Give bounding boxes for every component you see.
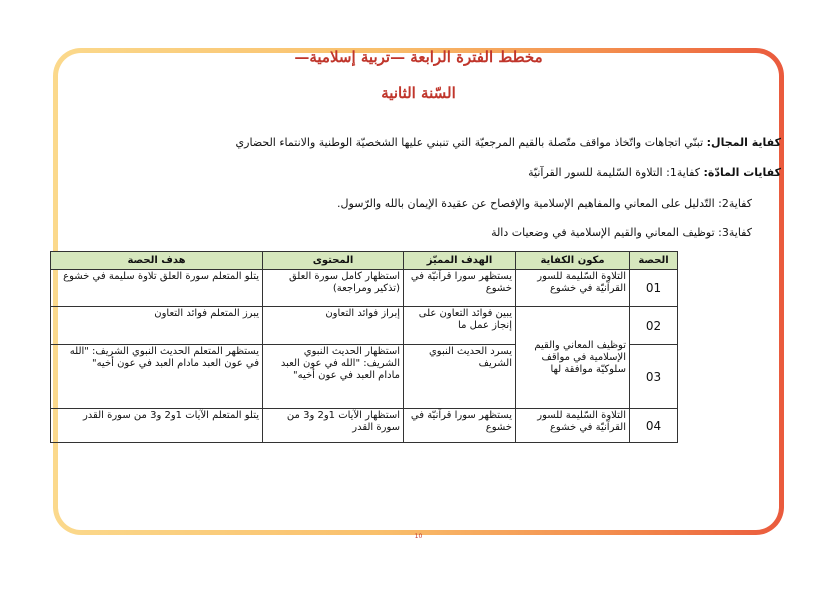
- domain-competency-label: كفاية المجال:: [706, 136, 781, 149]
- cell-session: 03: [630, 345, 678, 409]
- competency-1: كفاية1: التلاوة السّليمة للسور القرآنيّة: [528, 166, 700, 179]
- cell-objective: يستظهر سورا قرآنيّة في خشوع: [404, 270, 516, 307]
- table-row: [51, 409, 678, 443]
- cell-content: استظهار الحديث النبوي الشريف: "الله في عون العبد مادام العبد في عون أخيه": [263, 345, 404, 409]
- competency-2: كفاية2: التّدليل على المعاني والمفاهيم الإسلامية والإفصاح عن عقيدة الإيمان بالله والرّسول.: [337, 197, 752, 210]
- table-header-row: [51, 252, 678, 270]
- header-objective: الهدف المميّز: [404, 252, 516, 270]
- cell-session: 04: [630, 409, 678, 443]
- header-component: مكون الكفاية: [516, 252, 630, 270]
- cell-goal: يتلو المتعلم الآيات 1و2 و3 من سورة القدر: [51, 409, 263, 443]
- cell-component: التلاوة السّليمة للسور القرآنيّة في خشوع: [516, 409, 630, 443]
- cell-goal: يستظهر المتعلم الحديث النبوي الشريف: "الله في عون العبد مادام العبد في عون أخيه": [51, 345, 263, 409]
- page-number: 10: [414, 533, 423, 540]
- competency-3: كفاية3: توظيف المعاني والقيم الإسلامية في وضعيات دالة: [491, 226, 752, 239]
- document-subtitle: السّنة الثانية: [381, 84, 456, 102]
- cell-session: 01: [630, 270, 678, 307]
- header-goal: هدف الحصة: [51, 252, 263, 270]
- header-session: الحصة: [630, 252, 678, 270]
- lesson-plan-table: [50, 251, 678, 443]
- subject-competencies-label: كفايات المادّة:: [703, 166, 781, 179]
- cell-objective: يستظهر سورا قرآنيّة في خشوع: [404, 409, 516, 443]
- domain-competency-text: تبنّي اتجاهات واتّخاذ مواقف متّصلة بالقيم المرجعيّة التي تنبني عليها الشخصيّة الوطنية والانتماء الحضاري: [235, 136, 704, 149]
- cell-component: التلاوة السّليمة للسور القرآنيّة في خشوع: [516, 270, 630, 307]
- header-content: المحتوى: [263, 252, 404, 270]
- cell-goal: يتلو المتعلم سورة العلق تلاوة سليمة في خشوع: [51, 270, 263, 307]
- document-title: مخطط الفترة الرابعة —تربية إسلامية—: [294, 48, 543, 66]
- cell-content: إبراز فوائد التعاون: [263, 307, 404, 345]
- cell-content: استظهار الآيات 1و2 و3 من سورة القدر: [263, 409, 404, 443]
- cell-component-merged: توظيف المعاني والقيم الإسلامية في مواقف سلوكيّة موافقة لها: [516, 307, 630, 409]
- cell-objective: يبين فوائد التعاون على إنجاز عمل ما: [404, 307, 516, 345]
- cell-objective: يسرد الحديث النبوي الشريف: [404, 345, 516, 409]
- cell-session: 02: [630, 307, 678, 345]
- cell-goal: يبرز المتعلم فوائد التعاون: [51, 307, 263, 345]
- table-row: [51, 270, 678, 307]
- cell-content: استظهار كامل سورة العلق (تذكير ومراجعة): [263, 270, 404, 307]
- domain-competency: [236, 136, 781, 149]
- subject-competencies: [528, 166, 781, 179]
- table-row: [51, 307, 678, 345]
